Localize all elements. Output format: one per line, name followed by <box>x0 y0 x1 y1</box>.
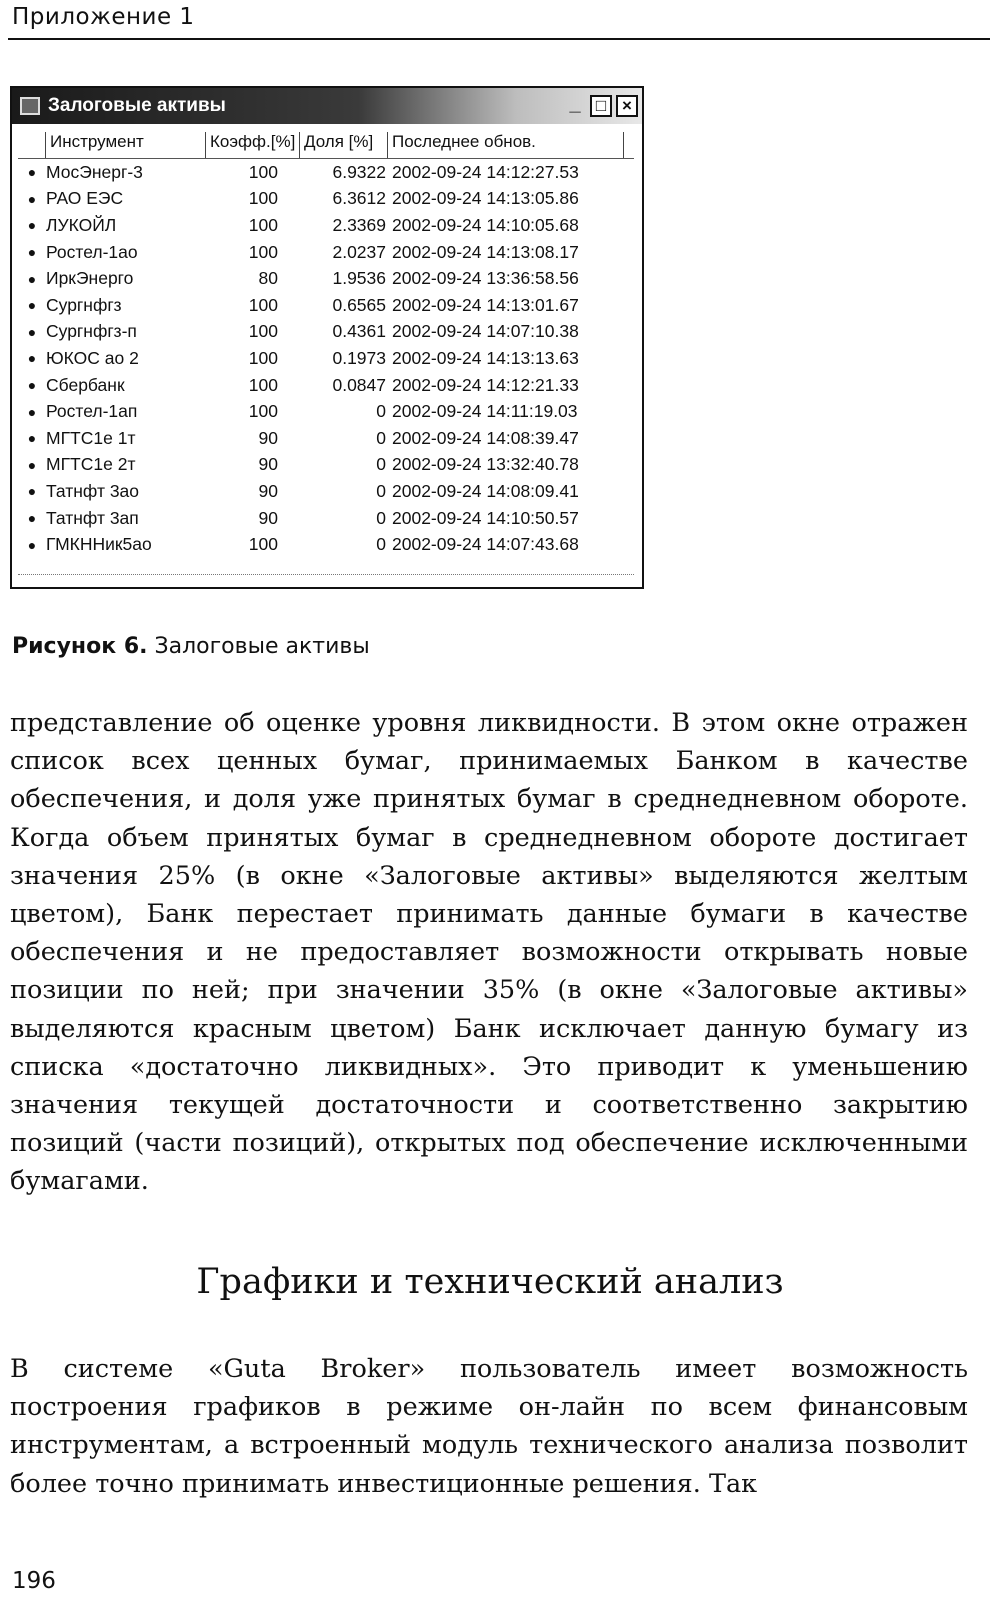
table-row[interactable] <box>18 292 634 319</box>
cell-instrument: Татнфт 3ап <box>46 507 139 528</box>
cell-updated: 2002-09-24 14:07:10.38 <box>392 321 579 342</box>
body-paragraph-1: представление об оценке уровня ликвидности. В этом окне отражен список всех ценных бумаг, принимаемых Банком в качестве обеспечения, и доля уже принятых бумаг в среднедневном обороте. Когда объем принятых бумаг в среднедневном обороте достигает значения 25% (в окне «Залоговые активы» выделяются желтым цветом), Банк перестает принимать данные бумаги в качестве обеспечения и не предоставляет возможности открывать новые позиции по ней; при значении 35% (в окне «Залоговые активы» выделяются красным цветом) Банк исключает данную бумагу из списка «достаточно ликвидных». Это приводит к уменьшению значения текущей достаточности и соответственно закрытию позиций (части позиций), открытых под обеспечение исключенными бумагами. <box>10 708 968 1197</box>
column-header-coef[interactable]: Коэфф.[%] <box>206 132 300 158</box>
table-row[interactable] <box>18 186 634 213</box>
column-header-updated[interactable]: Последнее обнов. <box>388 132 624 158</box>
header-rule <box>8 38 990 40</box>
cell-updated: 2002-09-24 14:13:13.63 <box>392 347 579 368</box>
cell-instrument: Сбербанк <box>46 374 125 395</box>
cell-instrument: ЛУКОЙЛ <box>46 214 117 235</box>
cell-updated: 2002-09-24 13:32:40.78 <box>392 454 579 475</box>
row-bullet-icon: ● <box>27 536 37 553</box>
table-row[interactable] <box>18 531 634 558</box>
cell-coef: 100 <box>248 294 278 315</box>
cell-updated: 2002-09-24 14:13:05.86 <box>392 188 579 209</box>
window-title: Залоговые активы <box>48 95 226 116</box>
cell-coef: 100 <box>248 401 278 422</box>
cell-updated: 2002-09-24 14:10:05.68 <box>392 214 579 235</box>
table-body <box>18 159 634 558</box>
cell-share: 0 <box>376 427 386 448</box>
maximize-button[interactable]: □ <box>590 95 612 117</box>
cell-instrument: ИркЭнерго <box>46 268 134 289</box>
horizontal-scrollbar[interactable] <box>18 574 634 581</box>
cell-instrument: РАО ЕЭС <box>46 188 124 209</box>
cell-instrument: МГТС1е 2т <box>46 454 136 475</box>
cell-coef: 100 <box>248 321 278 342</box>
cell-share: 6.9322 <box>332 161 386 182</box>
cell-updated: 2002-09-24 13:36:58.56 <box>392 268 579 289</box>
table-row[interactable] <box>18 212 634 239</box>
cell-share: 0 <box>376 401 386 422</box>
row-bullet-icon: ● <box>27 430 37 447</box>
row-bullet-icon: ● <box>27 377 37 394</box>
cell-coef: 90 <box>258 507 278 528</box>
row-bullet-icon: ● <box>27 456 37 473</box>
table-row[interactable] <box>18 452 634 479</box>
page-number: 196 <box>12 1568 56 1594</box>
row-bullet-icon: ● <box>27 217 37 234</box>
figure-caption <box>12 634 370 659</box>
column-header-instrument[interactable]: Инструмент <box>46 132 206 158</box>
cell-share: 0 <box>376 480 386 501</box>
table-row[interactable] <box>18 505 634 532</box>
table-row[interactable] <box>18 239 634 266</box>
row-bullet-icon: ● <box>27 244 37 261</box>
cell-instrument: ГМКННик5ао <box>46 534 152 555</box>
cell-updated: 2002-09-24 14:11:19.03 <box>392 401 578 422</box>
cell-share: 0.6565 <box>332 294 386 315</box>
collateral-assets-window[interactable] <box>10 86 644 589</box>
table-row[interactable] <box>18 372 634 399</box>
cell-instrument: Сургнфгз-п <box>46 321 137 342</box>
close-button[interactable]: × <box>616 95 638 117</box>
cell-coef: 100 <box>248 214 278 235</box>
section-heading: Графики и технический анализ <box>196 1262 784 1302</box>
row-bullet-icon: ● <box>27 403 37 420</box>
cell-instrument: Ростел-1ап <box>46 401 138 422</box>
table-header <box>18 132 634 159</box>
cell-coef: 100 <box>248 534 278 555</box>
header-marker-column[interactable] <box>18 132 46 158</box>
cell-share: 0 <box>376 507 386 528</box>
cell-coef: 90 <box>258 454 278 475</box>
row-bullet-icon: ● <box>27 510 37 527</box>
cell-coef: 80 <box>258 268 278 289</box>
row-bullet-icon: ● <box>27 350 37 367</box>
cell-coef: 100 <box>248 161 278 182</box>
table-row[interactable] <box>18 478 634 505</box>
cell-coef: 100 <box>248 347 278 368</box>
cell-share: 1.9536 <box>332 268 386 289</box>
cell-share: 0.0847 <box>332 374 386 395</box>
table-row[interactable] <box>18 265 634 292</box>
cell-share: 0 <box>376 454 386 475</box>
row-bullet-icon: ● <box>27 190 37 207</box>
cell-updated: 2002-09-24 14:08:39.47 <box>392 427 579 448</box>
cell-updated: 2002-09-24 14:12:27.53 <box>392 161 579 182</box>
cell-instrument: Ростел-1ао <box>46 241 138 262</box>
assets-table <box>18 132 634 577</box>
cell-share: 0.4361 <box>332 321 386 342</box>
cell-coef: 90 <box>258 480 278 501</box>
cell-updated: 2002-09-24 14:08:09.41 <box>392 480 579 501</box>
figure-label: Рисунок 6. <box>12 634 148 659</box>
cell-updated: 2002-09-24 14:13:08.17 <box>392 241 579 262</box>
cell-coef: 90 <box>258 427 278 448</box>
cell-coef: 100 <box>248 374 278 395</box>
running-head: Приложение 1 <box>12 4 195 30</box>
row-bullet-icon: ● <box>27 164 37 181</box>
cell-updated: 2002-09-24 14:07:43.68 <box>392 534 579 555</box>
figure-title: Залоговые активы <box>154 634 370 659</box>
cell-instrument: Татнфт 3ао <box>46 480 140 501</box>
cell-updated: 2002-09-24 14:10:50.57 <box>392 507 579 528</box>
row-bullet-icon: ● <box>27 323 37 340</box>
cell-instrument: Сургнфгз <box>46 294 122 315</box>
column-header-share[interactable]: Доля [%] <box>300 132 388 158</box>
window-app-icon <box>20 97 40 115</box>
cell-instrument: МосЭнерг-3 <box>46 161 143 182</box>
row-bullet-icon: ● <box>27 270 37 287</box>
cell-instrument: ЮКОС ао 2 <box>46 347 139 368</box>
cell-instrument: МГТС1е 1т <box>46 427 136 448</box>
row-bullet-icon: ● <box>27 297 37 314</box>
window-titlebar[interactable] <box>12 88 642 124</box>
cell-share: 2.3369 <box>332 214 386 235</box>
table-row[interactable] <box>18 425 634 452</box>
cell-coef: 100 <box>248 241 278 262</box>
body-paragraph-2: В системе «Guta Broker» пользователь имеет возможность построения графиков в режиме он-лайн по всем финансовым инструментам, а встроенный модуль технического анализа позволит более точно принимать инвестиционные решения. Так <box>10 1354 968 1499</box>
cell-share: 0.1973 <box>332 347 386 368</box>
table-row[interactable] <box>18 398 634 425</box>
table-row[interactable] <box>18 345 634 372</box>
table-row[interactable] <box>18 159 634 186</box>
cell-share: 0 <box>376 534 386 555</box>
cell-share: 2.0237 <box>332 241 386 262</box>
cell-coef: 100 <box>248 188 278 209</box>
cell-updated: 2002-09-24 14:13:01.67 <box>392 294 579 315</box>
table-row[interactable] <box>18 319 634 346</box>
minimize-button[interactable]: _ <box>569 93 581 115</box>
cell-updated: 2002-09-24 14:12:21.33 <box>392 374 579 395</box>
cell-share: 6.3612 <box>332 188 386 209</box>
row-bullet-icon: ● <box>27 483 37 500</box>
